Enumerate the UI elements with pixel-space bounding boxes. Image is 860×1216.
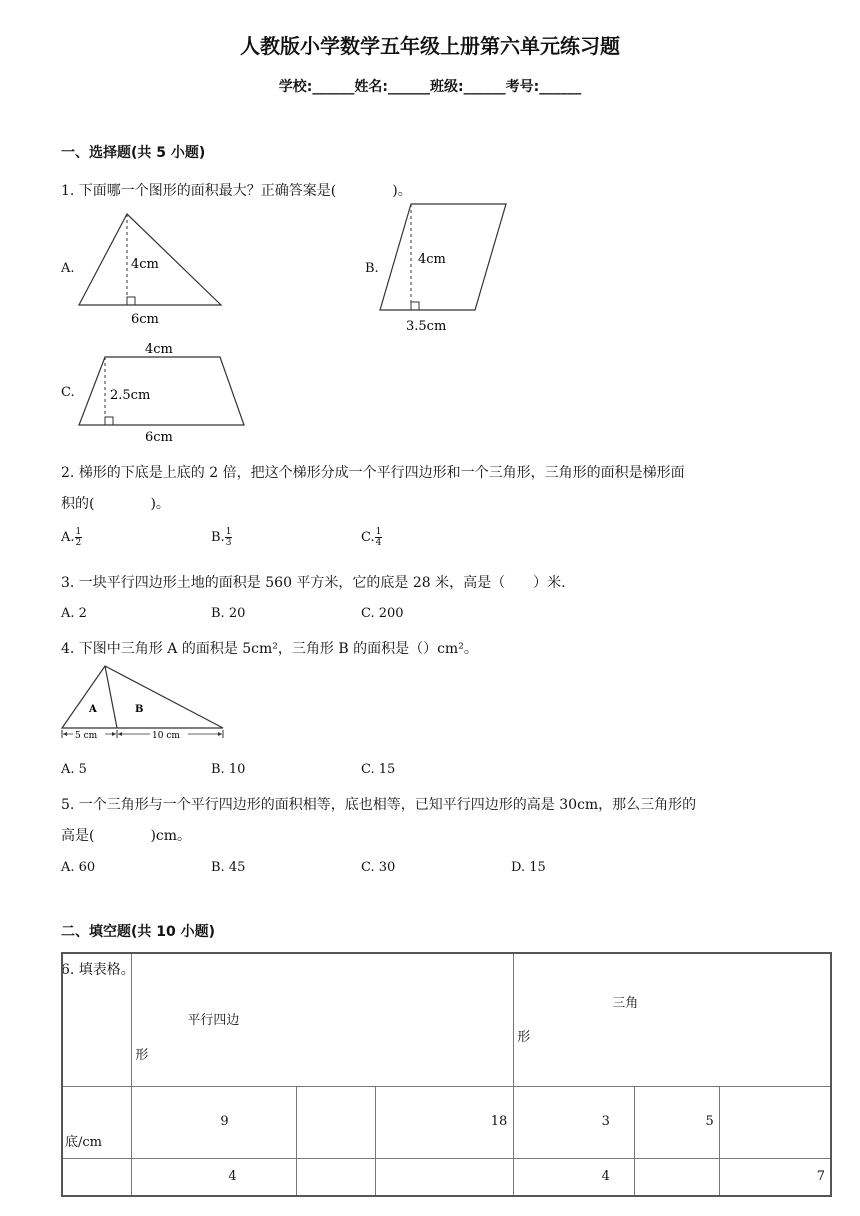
cell-value: 7 (816, 1169, 825, 1184)
cell-value: 18 (490, 1114, 508, 1129)
q5-option-a: A. 60 (61, 860, 96, 875)
question-2-line-2: 积的( )。 (61, 496, 170, 512)
question-1-text: 1. 下面哪一个图形的面积最大？正确答案是( )。 (61, 183, 412, 199)
table-cell (514, 1159, 635, 1197)
cell-value: 5 (705, 1114, 714, 1129)
header-triangle-line2: 形 (517, 1030, 531, 1045)
section-heading-fill-blank: 二、填空题(共 10 小题) (61, 924, 216, 940)
header-parallelogram-line2: 形 (135, 1048, 149, 1063)
fraction (375, 527, 383, 548)
page-title: 人教版小学数学五年级上册第六单元练习题 (240, 34, 620, 58)
table-cell (719, 1159, 831, 1197)
q3-option-a: A. 2 (61, 606, 87, 621)
question-5-line-1: 5. 一个三角形与一个平行四边形的面积相等，底也相等，已知平行四边形的高是 30cm，那么三角形的 (61, 797, 697, 813)
parallelogram-figure-b (380, 204, 506, 334)
fig-c-height-label: 2.5cm (110, 388, 151, 403)
table-header-parallelogram (132, 953, 514, 1087)
question-6-text: 6. 填表格。 (61, 962, 135, 978)
row-label-text: 底/cm (65, 1135, 102, 1150)
cell-value: 4 (601, 1169, 610, 1184)
table-header-blank (62, 953, 132, 1087)
fraction (75, 527, 83, 548)
q1-option-b-label: B. (365, 261, 379, 276)
triangle-figure-a (79, 214, 221, 327)
trapezoid-figure-c (79, 342, 244, 445)
table-cell (634, 1087, 719, 1159)
q3-option-b: B. 20 (211, 606, 246, 621)
q4-option-a: A. 5 (61, 762, 87, 777)
q2-option-a (61, 527, 82, 548)
q4-option-b: B. 10 (211, 762, 246, 777)
fraction-numerator: 1 (75, 527, 82, 537)
q5-option-d: D. 15 (511, 860, 546, 875)
q4-option-c: C. 15 (361, 762, 396, 777)
table-row-label (62, 1159, 132, 1197)
table-cell (375, 1159, 514, 1197)
table-cell (132, 1159, 297, 1197)
q2-option-c (361, 527, 382, 548)
q2-option-b-prefix: B. (211, 530, 225, 545)
fraction-denominator: 2 (75, 538, 82, 548)
fig-c-bottom-label: 6cm (145, 430, 173, 445)
q5-option-b: B. 45 (211, 860, 246, 875)
q2-option-b (211, 527, 232, 548)
table-row-label-base (62, 1087, 132, 1159)
cell-value: 3 (601, 1114, 610, 1129)
question-3-text: 3. 一块平行四边形土地的面积是 560 平方米，它的底是 28 米，高是（ ）米. (61, 575, 566, 591)
q1-option-a-label: A. (61, 261, 75, 276)
fig-c-top-label: 4cm (145, 342, 173, 357)
header-parallelogram-line1: 平行四边 (187, 1013, 240, 1028)
fig-b-base-label: 3.5cm (406, 319, 447, 334)
fig-b-height-label: 4cm (418, 252, 446, 267)
fig-a-base-label: 6cm (131, 312, 159, 327)
fraction-denominator: 4 (375, 538, 382, 548)
student-info-line: 学校:______姓名:______班级:______考号:______ (278, 79, 582, 95)
q5-option-c: C. 30 (361, 860, 396, 875)
q1-option-c-label: C. (61, 385, 75, 400)
cell-value: 4 (228, 1169, 237, 1184)
dimension-b-label: 10 cm (152, 731, 180, 741)
table-cell (719, 1087, 831, 1159)
fraction-numerator: 1 (225, 527, 232, 537)
table-header-triangle (514, 953, 831, 1087)
fill-in-table (61, 952, 832, 1197)
table-cell (132, 1087, 297, 1159)
triangle-a-label: A (89, 704, 97, 715)
table-cell (296, 1087, 375, 1159)
table-cell (375, 1087, 514, 1159)
cell-value: 9 (220, 1114, 229, 1129)
question-2-line-1: 2. 梯形的下底是上底的 2 倍，把这个梯形分成一个平行四边形和一个三角形，三角形的面积是梯形面 (61, 465, 685, 481)
q3-option-c: C. 200 (361, 606, 404, 621)
fig-a-height-label: 4cm (131, 257, 159, 272)
question-4-text: 4. 下图中三角形 A 的面积是 5cm²，三角形 B 的面积是（）cm²。 (61, 641, 478, 657)
fraction (225, 527, 233, 548)
fraction-denominator: 3 (225, 538, 232, 548)
header-triangle-line1: 三角 (612, 996, 639, 1011)
section-heading-choice: 一、选择题(共 5 小题) (61, 145, 206, 161)
q4-triangle-figure (55, 660, 235, 745)
table-cell (296, 1159, 375, 1197)
q2-option-c-prefix: C. (361, 530, 375, 545)
q1-figures (0, 0, 860, 460)
q2-option-a-prefix: A. (61, 530, 75, 545)
question-5-line-2: 高是( )cm。 (61, 828, 192, 844)
dimension-a-label: 5 cm (75, 731, 98, 741)
fraction-numerator: 1 (375, 527, 382, 537)
triangle-b-label: B (135, 704, 144, 715)
table-cell (634, 1159, 719, 1197)
table-cell (514, 1087, 635, 1159)
